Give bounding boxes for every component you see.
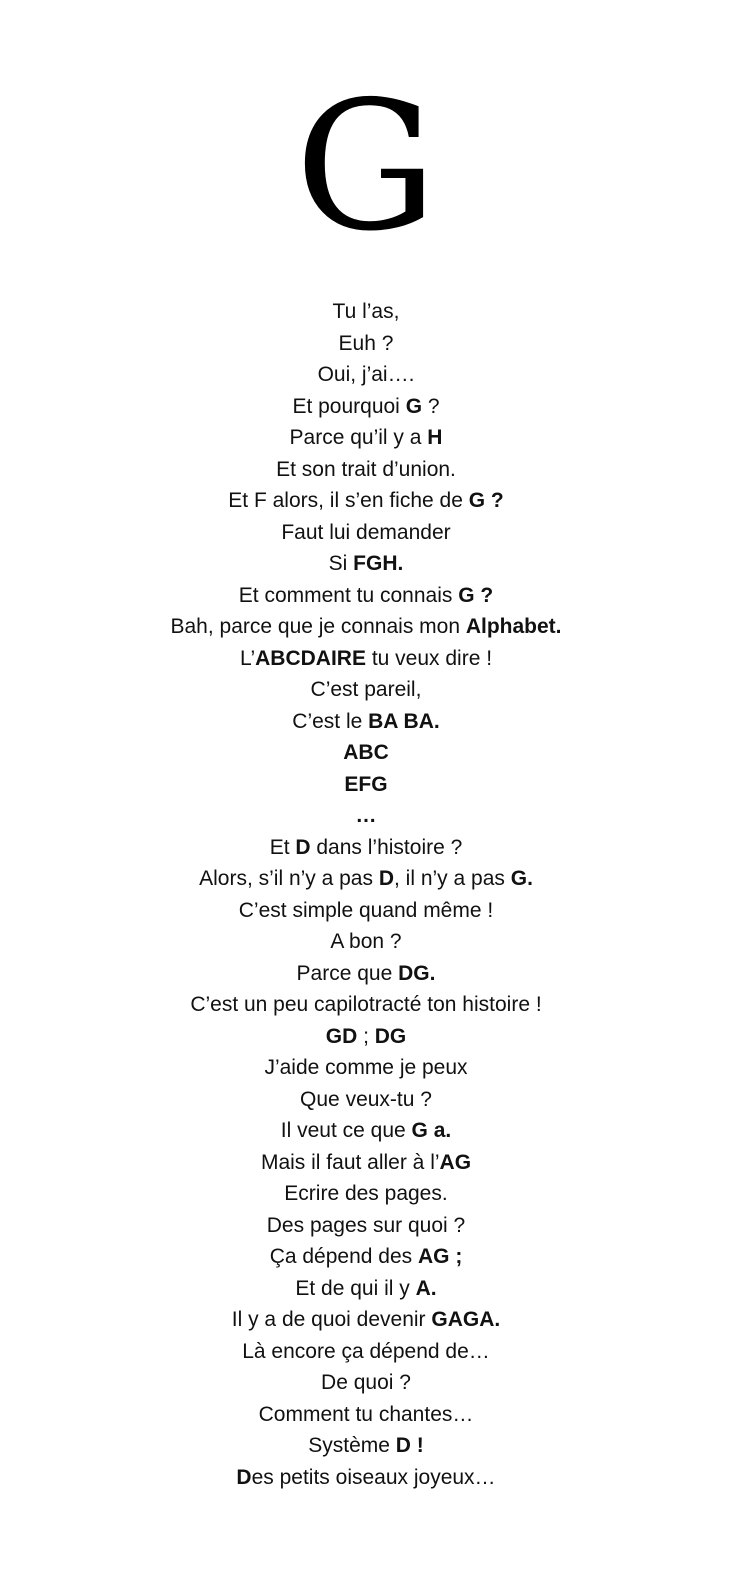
poem-line-segment: Oui, j’ai…. (317, 363, 415, 386)
poem-line (0, 1021, 732, 1053)
poem (0, 296, 732, 1493)
poem-line (0, 517, 732, 549)
poem-line (0, 1147, 732, 1179)
poem-line (0, 1273, 732, 1305)
poem-line-segment: Alors, s’il n’y a pas (199, 867, 379, 890)
poem-line-bold-segment: G ? (468, 489, 504, 512)
poem-line-segment: C’est pareil, (310, 678, 422, 701)
poem-line (0, 769, 732, 801)
poem-line-segment: Comment tu chantes… (258, 1402, 474, 1426)
poem-line (0, 1304, 732, 1336)
poem-line-segment: Parce qu’il y a (289, 426, 428, 449)
poem-line-bold-segment: ABC (343, 741, 389, 764)
poem-line (0, 1084, 732, 1116)
poem-line (0, 895, 732, 927)
poem-line (0, 1178, 732, 1210)
poem-line-bold-segment: BA BA. (368, 709, 440, 733)
poem-line-segment: Tu l’as, (332, 300, 400, 323)
poem-line-bold-segment: EFG (344, 772, 388, 796)
poem-line-bold-segment: Alphabet. (465, 615, 562, 638)
poem-line-bold-segment: G a. (411, 1119, 452, 1142)
poem-line-bold-segment: ABCDAIRE (255, 646, 366, 670)
poem-line-segment: ? (422, 394, 440, 418)
poem-line-bold-segment: D (378, 867, 394, 890)
poem-line-segment: J’aide comme je peux (264, 1056, 468, 1079)
poem-line-bold-segment: DG. (398, 961, 436, 985)
poem-line-segment: A bon ? (330, 930, 402, 953)
poem-line-segment: Faut lui demander (281, 520, 451, 544)
poem-line-bold-segment: G ? (458, 583, 494, 607)
poem-line (0, 832, 732, 864)
poem-line (0, 800, 732, 832)
poem-line-bold-segment: A. (415, 1276, 437, 1300)
poem-line (0, 1336, 732, 1368)
poem-line-segment: Bah, parce que je connais mon (170, 615, 466, 638)
title-letter: G (294, 63, 438, 270)
poem-line-segment: Et (269, 835, 296, 859)
poem-line-segment: tu veux dire ! (365, 646, 493, 670)
poem-line (0, 958, 732, 990)
poem-line-segment: Mais il faut aller à l’ (260, 1150, 440, 1174)
poem-line-segment: dans l’histoire ? (310, 835, 463, 859)
poem-line-segment: C’est simple quand même ! (238, 898, 494, 922)
poem-line (0, 1462, 732, 1494)
poem-line-segment: es petits oiseaux joyeux… (251, 1465, 496, 1489)
poem-line-segment: Si (328, 552, 354, 575)
poem-line-bold-segment: D (236, 1465, 252, 1489)
poem-line-bold-segment: GD (325, 1024, 358, 1048)
poem-line (0, 1052, 732, 1084)
poem-line (0, 422, 732, 454)
poem-line-segment: Des pages sur quoi ? (266, 1213, 466, 1237)
poem-line-bold-segment: DG (374, 1024, 407, 1048)
poem-line-segment: Parce que (296, 961, 399, 985)
poem-line (0, 391, 732, 423)
poem-line-segment: Et F alors, il s’en fiche de (228, 489, 469, 512)
poem-line-segment: Il y a de quoi devenir (231, 1308, 432, 1331)
poem-line-bold-segment: … (355, 804, 377, 827)
poem-line-segment: Il veut ce que (280, 1119, 412, 1142)
poem-line-bold-segment: AG (439, 1150, 472, 1174)
poem-line (0, 1430, 732, 1462)
poem-line (0, 1115, 732, 1147)
poem-line (0, 1210, 732, 1242)
poem-line-segment: Ça dépend des (269, 1245, 418, 1268)
poem-line-bold-segment: GAGA. (431, 1308, 501, 1331)
poem-line (0, 926, 732, 958)
poem-line-bold-segment: G (405, 394, 423, 418)
poem-line-bold-segment: AG ; (417, 1245, 463, 1268)
poem-line-segment: ; (357, 1024, 375, 1048)
poem-line-segment: L’ (239, 646, 256, 670)
poem-line-segment: C’est le (292, 709, 369, 733)
poem-line-segment: Ecrire des pages. (284, 1182, 448, 1205)
poem-line (0, 863, 732, 895)
poem-line (0, 737, 732, 769)
poem-line-bold-segment: D ! (395, 1434, 424, 1457)
poem-line-segment: Là encore ça dépend de… (242, 1339, 490, 1363)
poem-line-segment: , il n’y a pas (394, 867, 511, 890)
poem-line-segment: Et son trait d’union. (276, 457, 456, 481)
poem-line-bold-segment: FGH. (353, 552, 404, 575)
poem-line-segment: C’est un peu capilotracté ton histoire ! (190, 993, 542, 1016)
poem-line (0, 643, 732, 675)
poem-line (0, 674, 732, 706)
poem-line (0, 296, 732, 328)
poem-line (0, 328, 732, 360)
poem-line-segment: Et pourquoi (292, 394, 406, 418)
poem-line (0, 1241, 732, 1273)
poem-line (0, 485, 732, 517)
poem-line-segment: Et comment tu connais (238, 583, 459, 607)
poem-line (0, 548, 732, 580)
poem-line-segment: Et de qui il y (295, 1276, 416, 1300)
poem-line (0, 611, 732, 643)
poem-line-bold-segment: D (295, 835, 311, 859)
poem-line (0, 1367, 732, 1399)
poem-line-segment: Euh ? (338, 331, 394, 355)
poem-line (0, 454, 732, 486)
poem-line (0, 359, 732, 391)
poem-line-bold-segment: G. (510, 867, 533, 890)
poem-line-bold-segment: H (427, 426, 443, 449)
poem-line (0, 1399, 732, 1431)
poem-line (0, 989, 732, 1021)
poem-line-segment: Que veux-tu ? (300, 1087, 432, 1111)
poem-line-segment: De quoi ? (321, 1371, 411, 1394)
poem-line (0, 580, 732, 612)
poem-line-segment: Système (308, 1434, 396, 1457)
poem-line (0, 706, 732, 738)
